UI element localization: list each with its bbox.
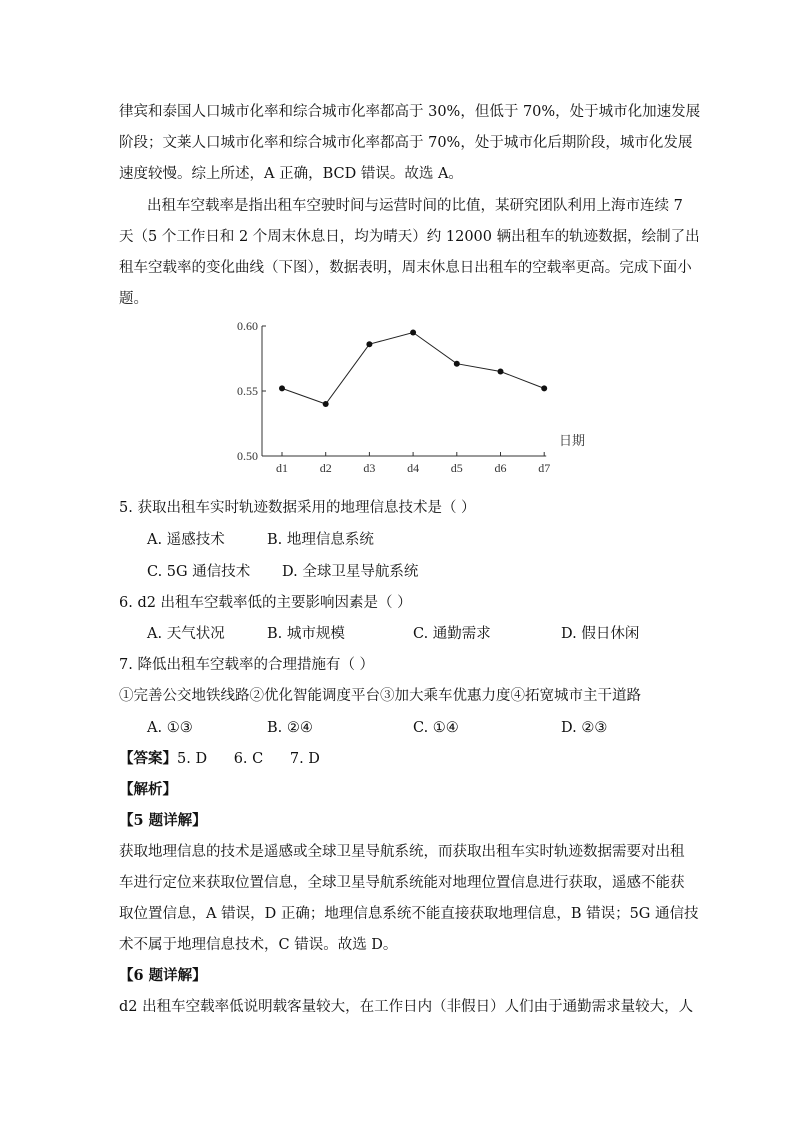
x-tick-label: d5 <box>450 461 463 475</box>
text-line: 术不属于地理信息技术，C 错误。故选 D。 <box>119 937 398 953</box>
empty-rate-line-chart <box>0 310 794 480</box>
q7-option-d: D. ②③ <box>561 720 608 736</box>
answer-line <box>119 749 320 769</box>
q7-option-c: C. ①④ <box>413 720 459 736</box>
q5-option-c: C. 5G 通信技术 <box>147 564 251 580</box>
answer-6: 6. C <box>233 751 264 767</box>
data-point-d4 <box>410 330 416 336</box>
text-line: 速度较慢。综上所述，A 正确，BCD 错误。故选 A。 <box>119 166 463 182</box>
y-tick-label: 0.50 <box>237 449 258 463</box>
text-line: 租车空载率的变化曲线（下图），数据表明，周末休息日出租车的空载率更高。完成下面小 <box>119 260 692 276</box>
q5-option-d: D. 全球卫星导航系统 <box>282 564 419 580</box>
chart-series <box>279 330 547 408</box>
text-line: 天（5 个工作日和 2 个周末休息日，均为晴天）约 12000 辆出租车的轨迹数据，绘制了出 <box>119 229 700 245</box>
x-tick-label: d4 <box>407 461 420 475</box>
x-tick-label: d6 <box>494 461 507 475</box>
detail-6-label: 【6 题详解】 <box>119 967 207 984</box>
y-tick-label: 0.55 <box>237 384 258 398</box>
question-6-stem: 6. d2 出租车空载率低的主要影响因素是（ ） <box>119 595 412 611</box>
q7-option-a: A. ①③ <box>147 720 193 736</box>
data-point-d1 <box>279 385 285 391</box>
q6-option-b: B. 城市规模 <box>267 626 345 642</box>
question-7-stem: 7. 降低出租车空载率的合理措施有（ ） <box>119 657 375 673</box>
x-axis-label: 日期 <box>559 433 586 448</box>
answer-7: 7. D <box>289 751 320 767</box>
x-tick-label: d7 <box>538 461 551 475</box>
y-tick-label: 0.60 <box>237 319 258 333</box>
q5-option-b: B. 地理信息系统 <box>267 532 374 548</box>
q7-option-b: B. ②④ <box>267 720 313 736</box>
text-line: 题。 <box>119 291 148 307</box>
text-line: 阶段；文莱人口城市化率和综合城市化率都高于 70%，处于城市化后期阶段，城市化发展 <box>119 135 693 151</box>
text-line: 车进行定位来获取位置信息，全球卫星导航系统能对地理位置信息进行获取，遥感不能获 <box>119 875 685 891</box>
question-5-stem: 5. 获取出租车实时轨迹数据采用的地理信息技术是（ ） <box>119 500 476 516</box>
x-tick-label: d1 <box>276 461 288 475</box>
answer-label: 【答案】 <box>119 750 177 767</box>
text-line: d2 出租车空载率低说明载客量较大，在工作日内（非假日）人们由于通勤需求量较大，人 <box>119 999 694 1015</box>
chart-axes <box>262 326 546 456</box>
text-line: 出租车空载率是指出租车空驶时间与运营时间的比值，某研究团队利用上海市连续 7 <box>147 198 683 214</box>
chart-ticks <box>237 319 550 475</box>
q5-option-a: A. 遥感技术 <box>147 532 225 548</box>
x-tick-label: d3 <box>363 461 376 475</box>
analysis-label: 【解析】 <box>119 781 177 798</box>
answer-5: 5. D <box>177 751 208 767</box>
text-line: 获取地理信息的技术是遥感或全球卫星导航系统，而获取出租车实时轨迹数据需要对出租 <box>119 844 685 860</box>
data-point-d6 <box>498 369 504 375</box>
data-point-d2 <box>323 401 329 407</box>
data-point-d5 <box>454 361 460 367</box>
q6-option-a: A. 天气状况 <box>147 626 225 642</box>
text-line: 律宾和泰国人口城市化率和综合城市化率都高于 30%，但低于 70%，处于城市化加速发展 <box>119 104 701 120</box>
q6-option-d: D. 假日休闲 <box>561 626 640 642</box>
question-7-items: ①完善公交地铁线路②优化智能调度平台③加大乘车优惠力度④拓宽城市主干道路 <box>119 688 641 704</box>
q6-option-c: C. 通勤需求 <box>413 626 491 642</box>
data-point-d3 <box>366 341 372 347</box>
data-point-d7 <box>541 385 547 391</box>
detail-5-label: 【5 题详解】 <box>119 812 207 829</box>
text-line: 取位置信息，A 错误，D 正确；地理信息系统不能直接获取地理信息，B 错误；5G 通信技 <box>119 906 699 922</box>
x-tick-label: d2 <box>319 461 332 475</box>
series-line <box>282 333 544 405</box>
